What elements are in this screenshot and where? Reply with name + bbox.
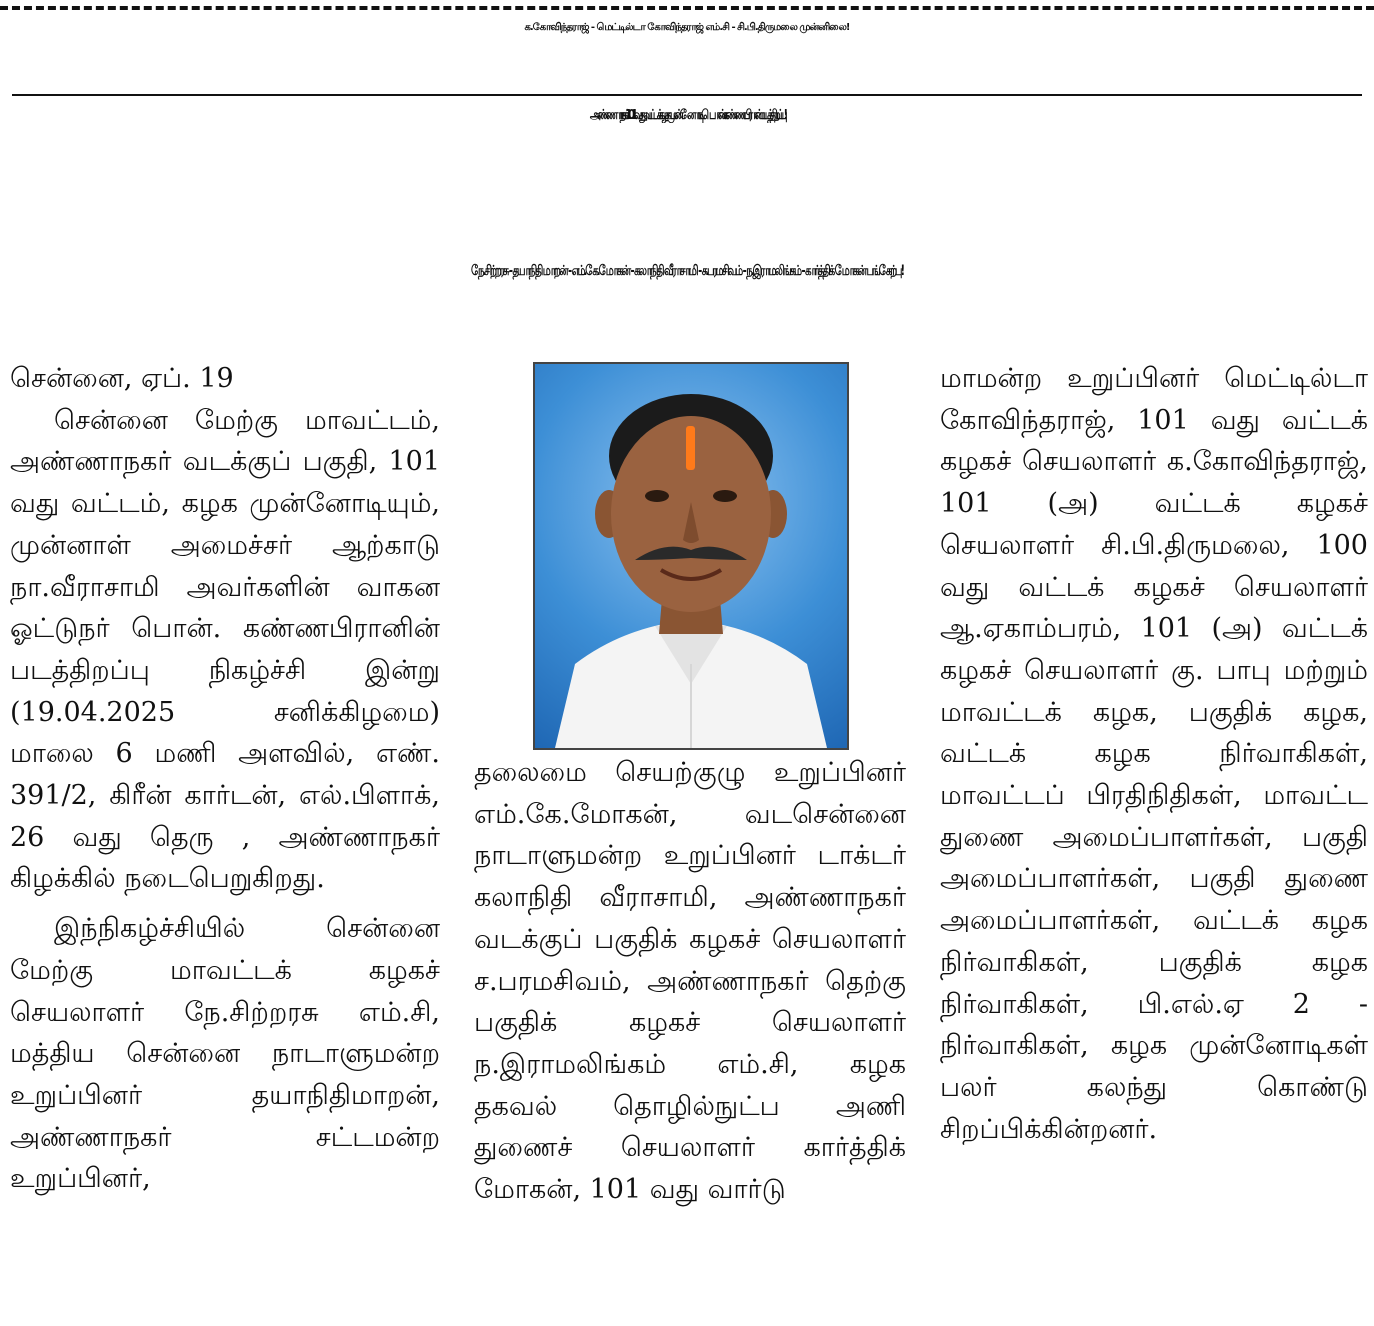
article-paragraph: சென்னை மேற்கு மாவட்டம், அண்ணாநகர் வடக்குப் பகுதி, 101 வது வட்டம், கழக முன்னோடியும், முன்னாள் அமைச்சர் ஆற்காடு நா.வீராசாமி அவர்களின் வாகன ஓட்டுநர் பொன். கண்ணபிரானின் படத்திறப்பு நிகழ்ச்சி இன்று (19.04.2025 சனிக்கிழமை) மாலை 6 மணி அளவில், எண். 391/2, கிரீன் கார்டன், எல்.பிளாக், 26 வது தெரு , அண்ணாநகர் கிழக்கில் நடைபெறுகிறது. [10,404,440,895]
article-paragraph: தலைமை செயற்குழு உறுப்பினர் எம்.கே.மோகன், வடசென்னை நாடாளுமன்ற உறுப்பினர் டாக்டர் கலாநிதி வீராசாமி, அண்ணாநகர் வடக்குப் பகுதிக் கழகச் செயலாளர் ச.பரமசிவம், அண்ணாநகர் தெற்கு பகுதிக் கழகச் செயலாளர் ந.இராமலிங்கம் எம்.சி, கழக தகவல் தொழில்நுட்ப அணி துணைச் செயலாளர் கார்த்திக் மோகன், 101 வது வார்டு [474,757,906,1206]
dashed-separator [0,6,1374,10]
portrait-photo [533,362,849,750]
kicker-rule [12,94,1362,96]
article-paragraph: இந்நிகழ்ச்சியில் சென்னை மேற்கு மாவட்டக் கழகச் செயலாளர் நே.சிற்றரசு எம்.சி, மத்திய சென்னை நாடாளுமன்ற உறுப்பினர் தயாநிதிமாறன், அண்ணாநகர் சட்டமன்ற உறுப்பினர், [10,913,440,1195]
headline: அண்ணாநகர் 101 வது வட்டக் கழக முன்னோடி பொன்.கண்ணபிரான் படத்திறப்பு! [589,108,785,123]
subheadline: நே.சிற்றரசு - தயாநிதி மாறன் - எம்.கே.மோகன் - கலாநிதி வீராசாமி - ச.பரமசிவம் - ந.இராமலிங்கம் - கார்த்திக் மோகன் பங்கேற்பு! [470,264,904,280]
article-column-2 [474,752,906,1211]
article-column-3 [940,358,1368,1150]
kicker-line: க.கோவிந்தராஜ் - மெட்டில்டா கோவிந்தராஜ் எம்.சி - சி.பி.திருமலை முன்னிலை! [524,22,850,33]
article-column-1 [10,358,440,1200]
article-paragraph: மாமன்ற உறுப்பினர் மெட்டில்டா கோவிந்தராஜ், 101 வது வட்டக் கழகச் செயலாளர் க.கோவிந்தராஜ், 101 (அ) வட்டக் கழகச் செயலாளர் சி.பி.திருமலை, 100 வது வட்டக் கழகச் செயலாளர் ஆ.ஏகாம்பரம், 101 (அ) வட்டக் கழகச் செயலாளர் கு. பாபு மற்றும் மாவட்டக் கழக, பகுதிக் கழக, வட்டக் கழக நிர்வாகிகள், மாவட்டப் பிரதிநிதிகள், மாவட்ட துணை அமைப்பாளர்கள், பகுதி அமைப்பாளர்கள், பகுதி துணை அமைப்பாளர்கள், வட்டக் கழக நிர்வாகிகள், பகுதிக் கழக நிர்வாகிகள், பி.எல்.ஏ 2 - நிர்வாகிகள், கழக முன்னோடிகள் பலர் கலந்து கொண்டு சிறப்பிக்கின்றனர். [940,363,1368,1145]
dateline: சென்னை, ஏப். 19 [10,363,234,394]
